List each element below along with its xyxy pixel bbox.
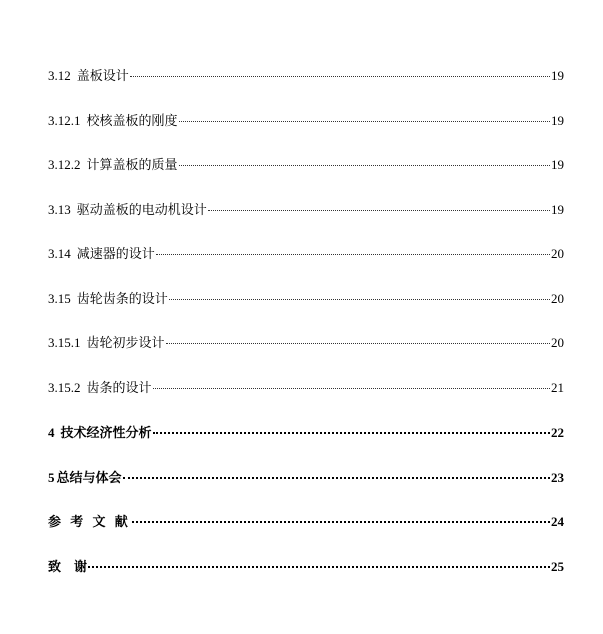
toc-entry-page: 20	[551, 290, 564, 306]
toc-entry-number: 3.15.2	[48, 379, 81, 395]
table-of-contents	[48, 66, 564, 600]
toc-entry-5[interactable]	[48, 467, 564, 512]
toc-entry-title: 技术经济性分析	[60, 425, 152, 440]
toc-entry-title: 齿轮初步设计	[86, 335, 165, 350]
toc-entry-page: 20	[551, 335, 564, 350]
toc-entry-page: 21	[551, 379, 564, 395]
toc-entry-title: 总结与体会	[56, 469, 122, 485]
toc-entry-title: 参 考 文 献	[48, 514, 131, 529]
toc-entry-number: 4	[48, 425, 55, 440]
toc-entry-3-15-2[interactable]	[48, 378, 564, 423]
toc-entry-3-12-2[interactable]	[48, 155, 564, 200]
toc-entry-3-13[interactable]	[48, 200, 564, 245]
toc-entry-3-15[interactable]	[48, 289, 564, 334]
toc-entry-page: 22	[551, 425, 564, 440]
toc-entry-number: 3.12.2	[48, 157, 81, 172]
toc-entry-acknowledgements[interactable]	[48, 556, 564, 601]
toc-entry-3-12[interactable]	[48, 66, 564, 111]
toc-dot-leader	[153, 419, 550, 434]
toc-dot-leader	[179, 152, 550, 166]
toc-entry-page: 19	[551, 112, 564, 128]
toc-entry-3-12-1[interactable]	[48, 111, 564, 156]
toc-entry-page: 23	[551, 469, 564, 485]
toc-entry-3-15-1[interactable]	[48, 333, 564, 378]
toc-dot-leader	[130, 63, 550, 77]
toc-dot-leader	[156, 241, 550, 255]
toc-dot-leader	[179, 108, 550, 122]
toc-entry-3-14[interactable]	[48, 244, 564, 289]
toc-entry-page: 19	[551, 201, 564, 217]
toc-dot-leader	[132, 508, 550, 523]
toc-dot-leader	[166, 330, 550, 344]
toc-entry-number: 3.14	[48, 246, 71, 261]
toc-dot-leader	[123, 464, 550, 479]
toc-dot-leader	[153, 375, 550, 389]
toc-entry-number: 3.12	[48, 68, 71, 83]
toc-entry-number: 3.15	[48, 290, 71, 306]
toc-entry-page: 19	[551, 157, 564, 172]
toc-entry-title: 驱动盖板的电动机设计	[76, 201, 207, 217]
toc-entry-title: 计算盖板的质量	[86, 157, 178, 172]
toc-dot-leader	[88, 553, 550, 568]
toc-entry-title: 盖板设计	[76, 68, 129, 83]
toc-entry-number: 3.15.1	[48, 335, 81, 350]
toc-entry-title: 校核盖板的刚度	[86, 112, 178, 128]
toc-dot-leader	[169, 286, 550, 300]
toc-entry-page: 20	[551, 246, 564, 261]
toc-entry-number: 5	[48, 469, 55, 485]
toc-entry-references[interactable]	[48, 511, 564, 556]
toc-entry-title: 致 谢	[48, 558, 88, 574]
toc-entry-number: 3.13	[48, 201, 71, 217]
toc-dot-leader	[208, 197, 550, 211]
toc-entry-number: 3.12.1	[48, 112, 81, 128]
toc-entry-page: 25	[551, 558, 564, 574]
toc-entry-title: 齿条的设计	[86, 379, 152, 395]
toc-entry-title: 齿轮齿条的设计	[76, 290, 168, 306]
toc-entry-page: 19	[551, 68, 564, 83]
toc-entry-4[interactable]	[48, 422, 564, 467]
toc-entry-page: 24	[551, 514, 564, 529]
toc-entry-title: 减速器的设计	[76, 246, 155, 261]
